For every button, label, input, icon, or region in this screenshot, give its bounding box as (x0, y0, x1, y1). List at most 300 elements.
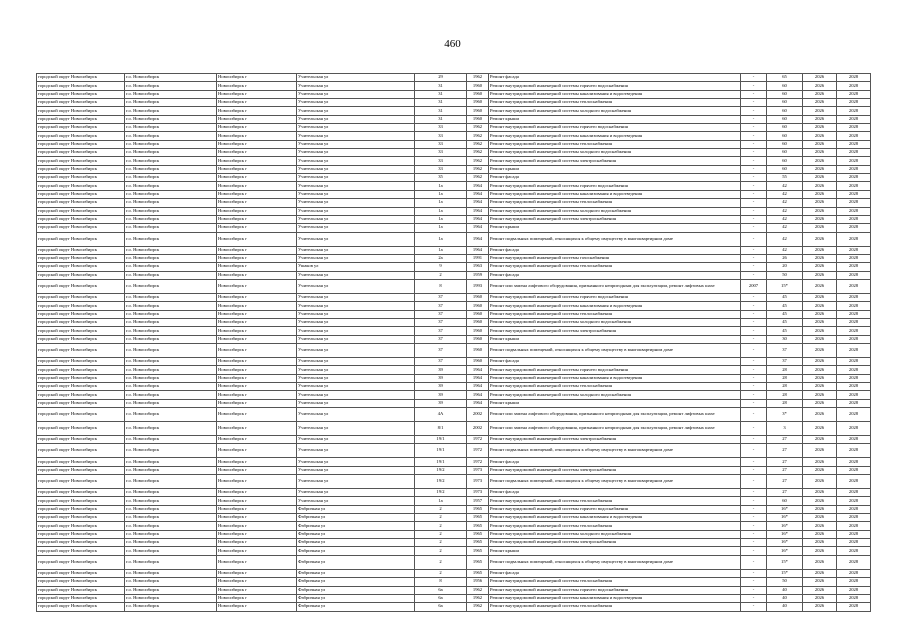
cell-work-type: Ремонт внутридомовой инженерной системы теплоснабжения (489, 140, 741, 148)
cell-year-start: 2026 (803, 149, 837, 157)
cell-locality: Новосибирск г (217, 343, 297, 357)
cell-build-year: 1972 (467, 436, 489, 444)
cell-street: Учительская ул (297, 489, 415, 497)
cell-municipality: городской округ Новосибирск (37, 232, 125, 246)
table-row (37, 132, 871, 140)
cell-street: Учительская ул (297, 374, 415, 382)
cell-street: Учительская ул (297, 293, 415, 301)
cell-year-end: 2028 (837, 215, 871, 223)
cell-year-end: 2028 (837, 190, 871, 198)
cell-lift-year: 2007 (741, 279, 767, 293)
cell-year-start: 2026 (803, 569, 837, 577)
cell-house-number: 39 (415, 383, 467, 391)
cell-build-year: 1973 (467, 475, 489, 489)
cell-municipality: городской округ Новосибирск (37, 115, 125, 123)
table-row (37, 391, 871, 399)
cell-work-type: Ремонт фасада (489, 246, 741, 254)
cell-wear-percent: 27 (767, 489, 803, 497)
cell-year-start: 2026 (803, 115, 837, 123)
cell-street: Учительская ул (297, 383, 415, 391)
cell-locality: Новосибирск г (217, 497, 297, 505)
cell-wear-percent: 60 (767, 497, 803, 505)
cell-build-year: 1964 (467, 182, 489, 190)
table-row (37, 140, 871, 148)
cell-build-year: 1960 (467, 293, 489, 301)
table-row (37, 436, 871, 444)
cell-locality: Новосибирск г (217, 232, 297, 246)
cell-locality: Новосибирск г (217, 408, 297, 422)
cell-work-type: Ремонт крыши (489, 399, 741, 407)
cell-street: Учительская ул (297, 115, 415, 123)
cell-locality: Новосибирск г (217, 505, 297, 513)
cell-locality: Новосибирск г (217, 115, 297, 123)
cell-work-type: Ремонт или замена лифтового оборудования, признанного непригодным для эксплуатации, ремонт лифтовых шахт (489, 408, 741, 422)
cell-lift-year: - (741, 182, 767, 190)
cell-street: Учительская ул (297, 444, 415, 458)
cell-work-type: Ремонт крыши (489, 224, 741, 232)
cell-lift-year: - (741, 555, 767, 569)
cell-lift-year: - (741, 293, 767, 301)
cell-house-number: 1а (415, 497, 467, 505)
cell-city-district: г.о. Новосибирск (125, 263, 217, 271)
cell-build-year: 1960 (467, 90, 489, 98)
cell-house-number: 33 (415, 140, 467, 148)
cell-year-end: 2028 (837, 254, 871, 262)
cell-street: Фабричная ул (297, 594, 415, 602)
cell-locality: Новосибирск г (217, 132, 297, 140)
cell-lift-year: - (741, 124, 767, 132)
cell-municipality: городской округ Новосибирск (37, 279, 125, 293)
cell-year-end: 2028 (837, 422, 871, 436)
cell-year-end: 2028 (837, 174, 871, 182)
cell-city-district: г.о. Новосибирск (125, 199, 217, 207)
cell-locality: Новосибирск г (217, 190, 297, 198)
cell-year-end: 2028 (837, 530, 871, 538)
cell-year-start: 2026 (803, 357, 837, 365)
cell-lift-year: - (741, 263, 767, 271)
cell-year-end: 2028 (837, 399, 871, 407)
cell-house-number: 6а (415, 603, 467, 611)
cell-wear-percent: 16* (767, 530, 803, 538)
cell-wear-percent: 55 (767, 174, 803, 182)
cell-street: Учительская ул (297, 182, 415, 190)
cell-build-year: 1959 (467, 271, 489, 279)
cell-house-number: 33 (415, 124, 467, 132)
cell-wear-percent: 15* (767, 555, 803, 569)
cell-lift-year: - (741, 357, 767, 365)
cell-house-number: 2 (415, 271, 467, 279)
cell-street: Учительская ул (297, 271, 415, 279)
cell-work-type: Ремонт внутридомовой инженерной системы теплоснабжения (489, 99, 741, 107)
cell-year-end: 2028 (837, 207, 871, 215)
cell-year-start: 2026 (803, 182, 837, 190)
cell-street: Фабричная ул (297, 547, 415, 555)
cell-wear-percent: 27 (767, 458, 803, 466)
cell-lift-year: - (741, 224, 767, 232)
cell-city-district: г.о. Новосибирск (125, 399, 217, 407)
cell-wear-percent: 20 (767, 263, 803, 271)
cell-lift-year: - (741, 489, 767, 497)
cell-locality: Новосибирск г (217, 90, 297, 98)
table-row (37, 199, 871, 207)
cell-municipality: городской округ Новосибирск (37, 475, 125, 489)
cell-city-district: г.о. Новосибирск (125, 569, 217, 577)
cell-street: Учительская ул (297, 399, 415, 407)
cell-lift-year: - (741, 327, 767, 335)
cell-build-year: 1973 (467, 466, 489, 474)
cell-locality: Новосибирск г (217, 199, 297, 207)
cell-locality: Новосибирск г (217, 224, 297, 232)
cell-street: Учительская ул (297, 458, 415, 466)
cell-house-number: 39 (415, 374, 467, 382)
cell-build-year: 1962 (467, 174, 489, 182)
cell-year-end: 2028 (837, 603, 871, 611)
table-row (37, 343, 871, 357)
cell-lift-year: - (741, 458, 767, 466)
cell-street: Учительская ул (297, 422, 415, 436)
cell-year-end: 2028 (837, 140, 871, 148)
cell-municipality: городской округ Новосибирск (37, 366, 125, 374)
cell-municipality: городской округ Новосибирск (37, 374, 125, 382)
cell-lift-year: - (741, 174, 767, 182)
cell-year-start: 2026 (803, 422, 837, 436)
cell-municipality: городской округ Новосибирск (37, 539, 125, 547)
cell-house-number: 39 (415, 399, 467, 407)
cell-lift-year: - (741, 514, 767, 522)
cell-house-number: 31 (415, 99, 467, 107)
table-row (37, 149, 871, 157)
cell-lift-year: - (741, 165, 767, 173)
cell-house-number: 29 (415, 74, 467, 82)
cell-build-year: 1964 (467, 207, 489, 215)
cell-work-type: Ремонт внутридомовой инженерной системы электроснабжения (489, 436, 741, 444)
cell-year-start: 2026 (803, 578, 837, 586)
cell-street: Учительская ул (297, 318, 415, 326)
cell-street: Фабричная ул (297, 578, 415, 586)
cell-locality: Новосибирск г (217, 207, 297, 215)
cell-city-district: г.о. Новосибирск (125, 254, 217, 262)
cell-street: Учительская ул (297, 174, 415, 182)
table-row (37, 182, 871, 190)
cell-locality: Новосибирск г (217, 458, 297, 466)
cell-locality: Новосибирск г (217, 391, 297, 399)
cell-locality: Новосибирск г (217, 182, 297, 190)
table-row (37, 514, 871, 522)
cell-work-type: Ремонт внутридомовой инженерной системы теплоснабжения (489, 383, 741, 391)
cell-house-number: 4А (415, 408, 467, 422)
cell-wear-percent: 27 (767, 444, 803, 458)
cell-municipality: городской округ Новосибирск (37, 514, 125, 522)
cell-locality: Новосибирск г (217, 107, 297, 115)
cell-work-type: Ремонт внутридомовой инженерной системы теплоснабжения (489, 578, 741, 586)
cell-year-end: 2028 (837, 594, 871, 602)
table-row (37, 232, 871, 246)
cell-locality: Новосибирск г (217, 357, 297, 365)
table-row (37, 530, 871, 538)
cell-build-year: 1962 (467, 165, 489, 173)
cell-street: Учительская ул (297, 224, 415, 232)
cell-municipality: городской округ Новосибирск (37, 149, 125, 157)
cell-street: Учительская ул (297, 310, 415, 318)
cell-lift-year: - (741, 547, 767, 555)
cell-municipality: городской округ Новосибирск (37, 586, 125, 594)
table-row (37, 124, 871, 132)
cell-year-start: 2026 (803, 444, 837, 458)
table-row (37, 603, 871, 611)
cell-year-start: 2026 (803, 530, 837, 538)
cell-wear-percent: 42 (767, 224, 803, 232)
cell-wear-percent: 60 (767, 99, 803, 107)
cell-city-district: г.о. Новосибирск (125, 293, 217, 301)
cell-year-start: 2026 (803, 539, 837, 547)
cell-lift-year: - (741, 310, 767, 318)
cell-locality: Новосибирск г (217, 489, 297, 497)
cell-street: Учительская ул (297, 165, 415, 173)
cell-city-district: г.о. Новосибирск (125, 99, 217, 107)
cell-lift-year: - (741, 190, 767, 198)
cell-municipality: городской округ Новосибирск (37, 165, 125, 173)
cell-lift-year: - (741, 90, 767, 98)
cell-wear-percent: 60 (767, 149, 803, 157)
cell-municipality: городской округ Новосибирск (37, 466, 125, 474)
cell-build-year: 1960 (467, 310, 489, 318)
cell-work-type: Ремонт подвальных помещений, относящихся к общему имуществу в многоквартирном доме (489, 343, 741, 357)
cell-street: Учительская ул (297, 199, 415, 207)
cell-municipality: городской округ Новосибирск (37, 124, 125, 132)
cell-city-district: г.о. Новосибирск (125, 458, 217, 466)
table-row (37, 458, 871, 466)
cell-lift-year: - (741, 318, 767, 326)
table-row (37, 263, 871, 271)
table-row (37, 254, 871, 262)
cell-municipality: городской округ Новосибирск (37, 271, 125, 279)
cell-year-end: 2028 (837, 149, 871, 157)
cell-work-type: Ремонт фасада (489, 271, 741, 279)
cell-work-type: Ремонт внутридомовой инженерной системы холодного водоснабжения (489, 207, 741, 215)
cell-street: Учительская ул (297, 232, 415, 246)
table-row (37, 271, 871, 279)
cell-year-start: 2026 (803, 399, 837, 407)
table-row (37, 174, 871, 182)
cell-work-type: Ремонт внутридомовой инженерной системы горячего водоснабжения (489, 366, 741, 374)
cell-wear-percent: 50 (767, 271, 803, 279)
cell-year-end: 2028 (837, 335, 871, 343)
cell-municipality: городской округ Новосибирск (37, 318, 125, 326)
cell-lift-year: - (741, 422, 767, 436)
cell-locality: Новосибирск г (217, 254, 297, 262)
table-row (37, 505, 871, 513)
cell-city-district: г.о. Новосибирск (125, 366, 217, 374)
repair-program-table (36, 73, 871, 612)
cell-city-district: г.о. Новосибирск (125, 165, 217, 173)
cell-house-number: 6а (415, 594, 467, 602)
cell-city-district: г.о. Новосибирск (125, 422, 217, 436)
cell-work-type: Ремонт внутридомовой инженерной системы электроснабжения (489, 157, 741, 165)
cell-house-number: 37 (415, 343, 467, 357)
cell-wear-percent: 27 (767, 466, 803, 474)
cell-city-district: г.о. Новосибирск (125, 444, 217, 458)
cell-year-start: 2026 (803, 522, 837, 530)
table-row (37, 374, 871, 382)
cell-street: Учительская ул (297, 366, 415, 374)
cell-city-district: г.о. Новосибирск (125, 505, 217, 513)
cell-work-type: Ремонт фасада (489, 74, 741, 82)
cell-lift-year: - (741, 254, 767, 262)
table-row (37, 74, 871, 82)
table-row (37, 497, 871, 505)
cell-street: Учительская ул (297, 279, 415, 293)
cell-lift-year: - (741, 157, 767, 165)
cell-locality: Новосибирск г (217, 555, 297, 569)
cell-build-year: 1960 (467, 343, 489, 357)
cell-wear-percent: 42 (767, 232, 803, 246)
cell-house-number: 2 (415, 522, 467, 530)
cell-locality: Новосибирск г (217, 99, 297, 107)
cell-locality: Новосибирск г (217, 547, 297, 555)
cell-municipality: городской округ Новосибирск (37, 174, 125, 182)
table-row (37, 157, 871, 165)
cell-work-type: Ремонт внутридомовой инженерной системы электроснабжения (489, 466, 741, 474)
cell-house-number: 2 (415, 555, 467, 569)
cell-city-district: г.о. Новосибирск (125, 343, 217, 357)
cell-city-district: г.о. Новосибирск (125, 310, 217, 318)
cell-house-number: 8 (415, 578, 467, 586)
cell-municipality: городской округ Новосибирск (37, 74, 125, 82)
cell-work-type: Ремонт внутридомовой инженерной системы горячего водоснабжения (489, 82, 741, 90)
cell-build-year: 1965 (467, 522, 489, 530)
table-row (37, 99, 871, 107)
cell-wear-percent: 65 (767, 74, 803, 82)
cell-year-end: 2028 (837, 436, 871, 444)
cell-year-end: 2028 (837, 374, 871, 382)
cell-lift-year: - (741, 475, 767, 489)
cell-wear-percent: 42 (767, 199, 803, 207)
table-row (37, 215, 871, 223)
cell-year-end: 2028 (837, 489, 871, 497)
cell-year-start: 2026 (803, 124, 837, 132)
cell-work-type: Ремонт крыши (489, 335, 741, 343)
cell-year-start: 2026 (803, 74, 837, 82)
cell-work-type: Ремонт или замена лифтового оборудования, признанного непригодным для эксплуатации, ремонт лифтовых шахт (489, 422, 741, 436)
cell-lift-year: - (741, 391, 767, 399)
cell-wear-percent: 42 (767, 207, 803, 215)
cell-municipality: городской округ Новосибирск (37, 246, 125, 254)
cell-build-year: 1964 (467, 232, 489, 246)
cell-house-number: 1а (415, 182, 467, 190)
cell-city-district: г.о. Новосибирск (125, 475, 217, 489)
cell-municipality: городской округ Новосибирск (37, 436, 125, 444)
cell-locality: Новосибирск г (217, 140, 297, 148)
cell-locality: Новосибирск г (217, 302, 297, 310)
cell-city-district: г.о. Новосибирск (125, 302, 217, 310)
cell-house-number: 2 (415, 539, 467, 547)
cell-year-end: 2028 (837, 391, 871, 399)
cell-year-start: 2026 (803, 271, 837, 279)
cell-lift-year: - (741, 271, 767, 279)
cell-build-year: 1964 (467, 246, 489, 254)
cell-build-year: 1960 (467, 335, 489, 343)
cell-year-end: 2028 (837, 107, 871, 115)
cell-municipality: городской округ Новосибирск (37, 391, 125, 399)
cell-year-start: 2026 (803, 466, 837, 474)
cell-city-district: г.о. Новосибирск (125, 578, 217, 586)
cell-city-district: г.о. Новосибирск (125, 215, 217, 223)
page-number: 460 (444, 38, 461, 50)
cell-build-year: 1964 (467, 224, 489, 232)
cell-work-type: Ремонт внутридомовой инженерной системы теплоснабжения (489, 199, 741, 207)
cell-build-year: 1964 (467, 215, 489, 223)
cell-work-type: Ремонт подвальных помещений, относящихся к общему имуществу в многоквартирном доме (489, 444, 741, 458)
cell-city-district: г.о. Новосибирск (125, 140, 217, 148)
cell-build-year: 1965 (467, 514, 489, 522)
cell-municipality: городской округ Новосибирск (37, 215, 125, 223)
cell-house-number: 37 (415, 293, 467, 301)
cell-wear-percent: 60 (767, 132, 803, 140)
cell-house-number: 1а (415, 215, 467, 223)
cell-street: Фабричная ул (297, 514, 415, 522)
cell-year-start: 2026 (803, 436, 837, 444)
cell-street: Фабричная ул (297, 530, 415, 538)
cell-locality: Новосибирск г (217, 74, 297, 82)
cell-year-end: 2028 (837, 115, 871, 123)
cell-municipality: городской округ Новосибирск (37, 182, 125, 190)
cell-year-start: 2026 (803, 132, 837, 140)
cell-street: Учительская ул (297, 343, 415, 357)
cell-wear-percent: 50 (767, 578, 803, 586)
cell-wear-percent: 28 (767, 383, 803, 391)
cell-house-number: 1а (415, 224, 467, 232)
cell-lift-year: - (741, 366, 767, 374)
cell-lift-year: - (741, 383, 767, 391)
cell-city-district: г.о. Новосибирск (125, 318, 217, 326)
cell-work-type: Ремонт внутридомовой инженерной системы электроснабжения (489, 327, 741, 335)
cell-lift-year: - (741, 232, 767, 246)
cell-house-number: 37 (415, 357, 467, 365)
cell-street: Фабричная ул (297, 586, 415, 594)
cell-city-district: г.о. Новосибирск (125, 132, 217, 140)
cell-locality: Новосибирск г (217, 530, 297, 538)
cell-street: Учительская ул (297, 357, 415, 365)
cell-year-end: 2028 (837, 586, 871, 594)
cell-city-district: г.о. Новосибирск (125, 603, 217, 611)
cell-municipality: городской округ Новосибирск (37, 547, 125, 555)
cell-year-end: 2028 (837, 327, 871, 335)
table-row (37, 555, 871, 569)
cell-year-end: 2028 (837, 157, 871, 165)
cell-work-type: Ремонт крыши (489, 547, 741, 555)
cell-city-district: г.о. Новосибирск (125, 594, 217, 602)
cell-locality: Новосибирск г (217, 318, 297, 326)
cell-year-start: 2026 (803, 82, 837, 90)
cell-house-number: 1а (415, 190, 467, 198)
cell-house-number: 37 (415, 327, 467, 335)
cell-build-year: 1972 (467, 458, 489, 466)
cell-city-district: г.о. Новосибирск (125, 224, 217, 232)
cell-wear-percent: 45 (767, 302, 803, 310)
cell-year-end: 2028 (837, 539, 871, 547)
table-row (37, 444, 871, 458)
cell-wear-percent: 16* (767, 547, 803, 555)
cell-build-year: 1964 (467, 190, 489, 198)
cell-lift-year: - (741, 199, 767, 207)
cell-municipality: городской округ Новосибирск (37, 408, 125, 422)
cell-year-end: 2028 (837, 246, 871, 254)
cell-wear-percent: 30 (767, 335, 803, 343)
cell-work-type: Ремонт внутридомовой инженерной системы горячего водоснабжения (489, 124, 741, 132)
cell-wear-percent: 27 (767, 475, 803, 489)
cell-wear-percent: 15* (767, 279, 803, 293)
cell-build-year: 1963 (467, 263, 489, 271)
